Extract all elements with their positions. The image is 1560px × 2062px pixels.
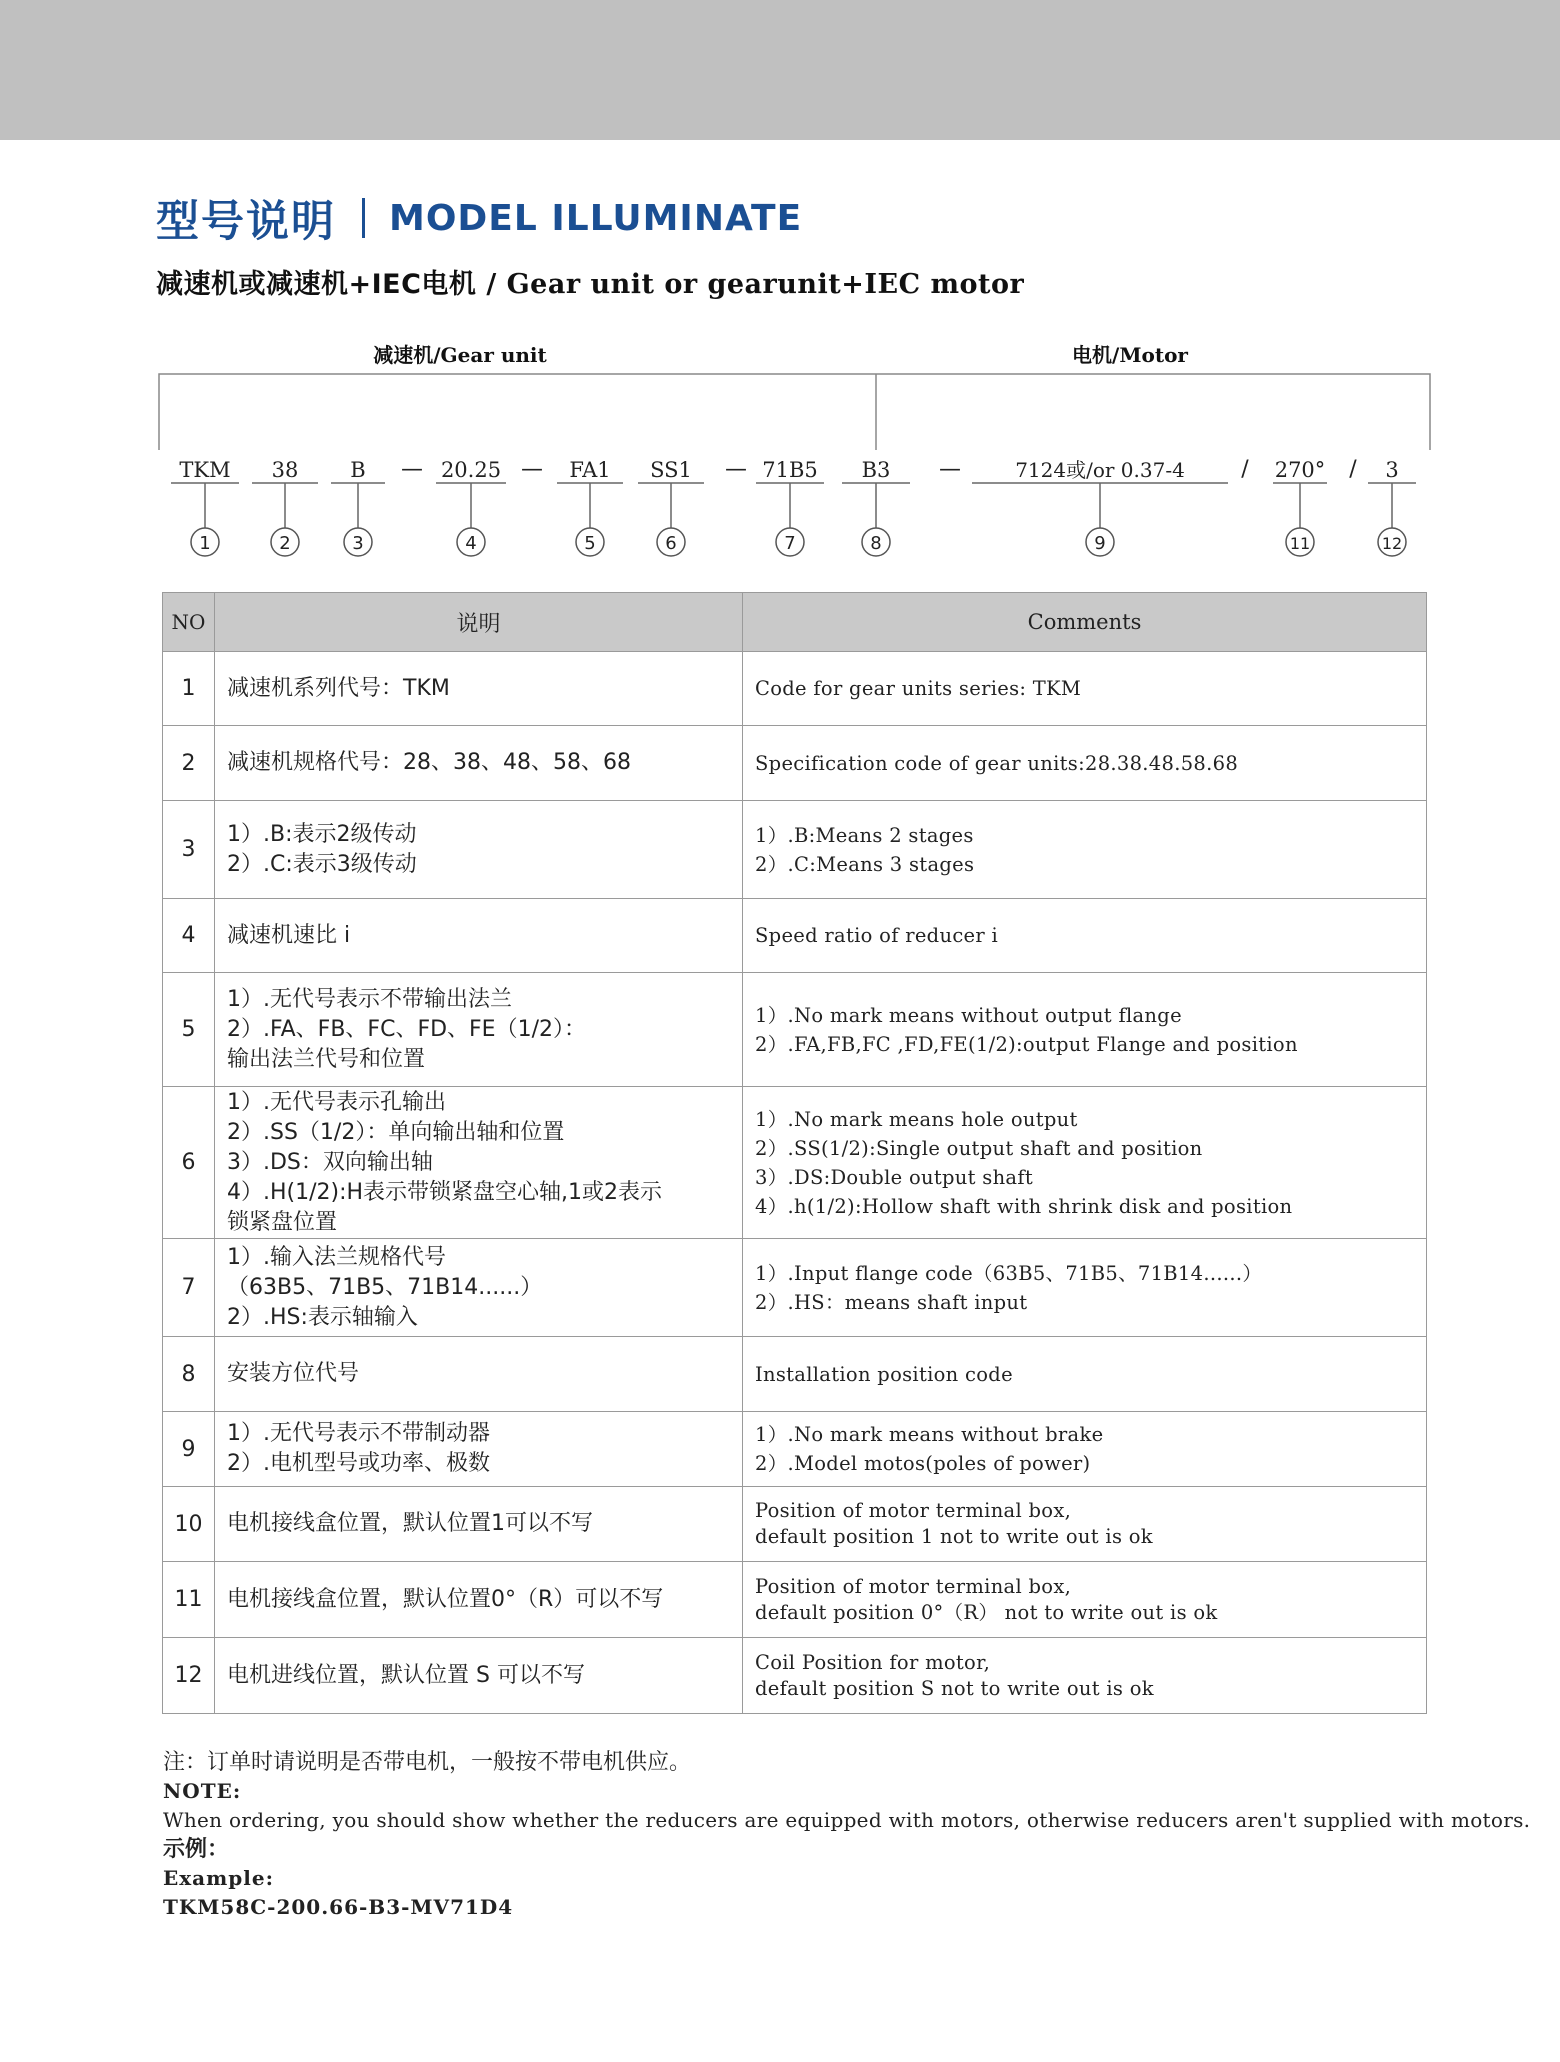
- table-row: [163, 973, 1427, 1087]
- codes-layer: [171, 458, 1416, 556]
- description-line: 减速机系列代号：TKM: [227, 675, 450, 701]
- description-line: 输出法兰代号和位置: [227, 1046, 426, 1072]
- row-number: 12: [163, 1638, 215, 1714]
- comment-en-cell: [743, 1487, 1427, 1562]
- table-row: [163, 1239, 1427, 1337]
- description-cn-cell: [215, 1087, 743, 1239]
- table-row: [163, 1087, 1427, 1239]
- row-number: 3: [163, 801, 215, 899]
- subtitle-separator: /: [476, 269, 507, 300]
- comment-en-cell: [743, 1562, 1427, 1638]
- description-line: 减速机规格代号：28、38、48、58、68: [227, 750, 631, 775]
- spec-table: [162, 592, 1427, 1714]
- description-line: 1）.无代号表示不带输出法兰: [227, 986, 512, 1012]
- page-subtitle: [156, 262, 1024, 301]
- description-line: 1）.输入法兰规格代号: [227, 1244, 446, 1270]
- code-segment: [171, 458, 239, 556]
- callout-number: 3: [352, 533, 364, 554]
- code-segment: [972, 458, 1228, 556]
- page-title-cn: 型号说明: [156, 196, 336, 247]
- description-line: 安装方位代号: [227, 1361, 360, 1386]
- description-line: 电机接线盒位置，默认位置1可以不写: [227, 1511, 593, 1536]
- note-cn: 注：订单时请说明是否带电机，一般按不带电机供应。: [163, 1750, 692, 1775]
- comment-line: 2）.FA,FB,FC ,FD,FE(1/2):output Flange and position: [755, 1032, 1298, 1056]
- row-number: 11: [163, 1562, 215, 1638]
- code-text: 7124或/or 0.37-4: [1015, 458, 1185, 482]
- motor-label: 电机/Motor: [1072, 343, 1188, 367]
- comment-en-cell: [743, 1412, 1427, 1487]
- comment-en-cell: [743, 1337, 1427, 1412]
- table-row: [163, 899, 1427, 973]
- code-separator: —: [401, 457, 423, 482]
- table-row: [163, 652, 1427, 726]
- notes-section: [163, 1748, 1530, 1922]
- description-line: 锁紧盘位置: [227, 1209, 338, 1235]
- comment-line: 2）.HS：means shaft input: [755, 1290, 1028, 1314]
- comment-line: 1）.No mark means without brake: [755, 1423, 1104, 1446]
- top-gray-banner: [0, 0, 1560, 140]
- code-separator: /: [1241, 457, 1249, 482]
- comment-line: 2）.SS(1/2):Single output shaft and position: [755, 1136, 1203, 1160]
- comment-line: Code for gear units series: TKM: [755, 677, 1082, 700]
- comment-line: 2）.Model motos(poles of power): [755, 1452, 1091, 1475]
- table-row: [163, 801, 1427, 899]
- callout-number: 2: [279, 533, 291, 554]
- table-row: [163, 1638, 1427, 1714]
- comment-en-cell: [743, 899, 1427, 973]
- description-cn-cell: [215, 1239, 743, 1337]
- row-number: 7: [163, 1239, 215, 1337]
- comment-line: default position S not to write out is ok: [755, 1676, 1154, 1700]
- description-cn-cell: [215, 1638, 743, 1714]
- comment-line: 3）.DS:Double output shaft: [755, 1165, 1034, 1189]
- page-title: [156, 188, 802, 248]
- code-segment: [1368, 458, 1416, 556]
- description-line: 2）.SS（1/2）：单向输出轴和位置: [227, 1119, 565, 1145]
- comment-line: Position of motor terminal box,: [755, 1499, 1072, 1522]
- description-line: （63B5、71B5、71B14......）: [227, 1274, 543, 1300]
- description-line: 4）.H(1/2):H表示带锁紧盘空心轴,1或2表示: [227, 1179, 663, 1205]
- description-line: 1）.B:表示2级传动: [227, 821, 417, 847]
- table-row: [163, 1412, 1427, 1487]
- code-text: TKM: [179, 458, 231, 482]
- description-cn-cell: [215, 652, 743, 726]
- code-text: SS1: [650, 458, 692, 482]
- description-line: 电机接线盒位置，默认位置0°（R）可以不写: [227, 1586, 664, 1612]
- table-row: [163, 1487, 1427, 1562]
- row-number: 8: [163, 1337, 215, 1412]
- comment-line: 1）.Input flange code（63B5、71B5、71B14......）: [755, 1261, 1263, 1285]
- comment-line: 1）.B:Means 2 stages: [755, 823, 974, 847]
- comment-en-cell: [743, 801, 1427, 899]
- row-number: 9: [163, 1412, 215, 1487]
- code-segment: [842, 458, 910, 556]
- comment-en-cell: [743, 1638, 1427, 1714]
- comment-line: Speed ratio of reducer i: [755, 924, 999, 947]
- row-number: 2: [163, 726, 215, 801]
- code-text: 20.25: [440, 458, 502, 482]
- description-cn-cell: [215, 973, 743, 1087]
- row-number: 4: [163, 899, 215, 973]
- code-separator: /: [1349, 457, 1357, 482]
- code-segment: [436, 458, 506, 556]
- callout-number: 7: [784, 533, 796, 554]
- callout-number: 4: [465, 533, 477, 554]
- row-number: 5: [163, 973, 215, 1087]
- header-no: NO: [163, 593, 215, 652]
- description-line: 2）.C:表示3级传动: [227, 851, 417, 877]
- description-cn-cell: [215, 1337, 743, 1412]
- description-line: 3）.DS：双向输出轴: [227, 1149, 433, 1175]
- comment-line: 4）.h(1/2):Hollow shaft with shrink disk and position: [755, 1194, 1293, 1218]
- subtitle-cn: 减速机或减速机+IEC电机: [156, 269, 477, 300]
- code-separator: —: [939, 457, 961, 482]
- code-text: 3: [1385, 458, 1399, 482]
- code-segment: [638, 458, 704, 556]
- code-text: 270°: [1274, 458, 1326, 482]
- comment-line: Installation position code: [755, 1362, 1013, 1386]
- callout-number: 1: [199, 533, 211, 554]
- code-text: B3: [861, 458, 891, 482]
- comment-line: 1）.No mark means hole output: [755, 1107, 1078, 1131]
- row-number: 10: [163, 1487, 215, 1562]
- table-row: [163, 1562, 1427, 1638]
- code-segment: [1273, 458, 1327, 556]
- callout-number: 5: [584, 533, 596, 554]
- table-body: [163, 652, 1427, 1714]
- description-line: 1）.无代号表示孔输出: [227, 1089, 446, 1115]
- outer-bracket: [159, 374, 1430, 450]
- header-description-cn: 说明: [215, 593, 743, 652]
- description-line: 1）.无代号表示不带制动器: [227, 1421, 490, 1446]
- comment-line: default position 1 not to write out is ok: [755, 1525, 1153, 1548]
- description-cn-cell: [215, 1487, 743, 1562]
- callout-number: 11: [1289, 534, 1311, 553]
- gear-unit-label: 减速机/Gear unit: [373, 343, 547, 367]
- comment-en-cell: [743, 1087, 1427, 1239]
- code-separator: —: [521, 457, 543, 482]
- code-segment: [756, 458, 824, 556]
- comment-line: Coil Position for motor,: [755, 1650, 991, 1674]
- code-text: B: [350, 458, 366, 482]
- callout-number: 12: [1381, 534, 1403, 553]
- model-code-diagram: [0, 330, 1560, 570]
- example-en-label: Example:: [163, 1866, 274, 1890]
- header-comments: Comments: [743, 593, 1427, 652]
- row-number: 1: [163, 652, 215, 726]
- callout-number: 6: [665, 533, 677, 554]
- code-text: 38: [271, 458, 299, 482]
- example-cn-label: 示例：: [163, 1837, 230, 1862]
- code-segment: [252, 458, 318, 556]
- comment-en-cell: [743, 652, 1427, 726]
- comment-line: 2）.C:Means 3 stages: [755, 852, 975, 876]
- table-header-row: [163, 593, 1427, 652]
- description-line: 2）.HS:表示轴输入: [227, 1304, 418, 1330]
- code-segment: [331, 458, 385, 556]
- description-line: 2）.电机型号或功率、极数: [227, 1451, 490, 1476]
- row-number: 6: [163, 1087, 215, 1239]
- title-divider: [362, 198, 365, 238]
- note-en-label: NOTE:: [163, 1779, 242, 1803]
- comment-en-cell: [743, 1239, 1427, 1337]
- description-line: 电机进线位置，默认位置 S 可以不写: [227, 1662, 585, 1688]
- table-row: [163, 1337, 1427, 1412]
- table-row: [163, 726, 1427, 801]
- code-text: FA1: [569, 458, 611, 482]
- callout-number: 8: [870, 533, 882, 554]
- description-line: 减速机速比 i: [227, 922, 351, 948]
- note-en: When ordering, you should show whether the reducers are equipped with motors, otherwise reducers aren't supplied with motors.: [163, 1808, 1531, 1832]
- code-segment: [557, 458, 623, 556]
- code-separator: —: [725, 457, 747, 482]
- code-text: 71B5: [762, 458, 818, 482]
- comment-line: 1）.No mark means without output flange: [755, 1003, 1182, 1027]
- subtitle-en: Gear unit or gearunit+IEC motor: [506, 269, 1025, 300]
- bracket-lines: [159, 374, 1430, 450]
- description-cn-cell: [215, 899, 743, 973]
- page-title-en: MODEL ILLUMINATE: [389, 197, 803, 239]
- example-code: TKM58C-200.66-B3-MV71D4: [163, 1895, 514, 1919]
- description-cn-cell: [215, 1412, 743, 1487]
- comment-en-cell: [743, 973, 1427, 1087]
- comment-line: Specification code of gear units:28.38.48.58.68: [755, 751, 1239, 775]
- callout-number: 9: [1094, 533, 1106, 554]
- comment-line: default position 0°（R） not to write out is ok: [755, 1600, 1218, 1624]
- description-cn-cell: [215, 1562, 743, 1638]
- comment-en-cell: [743, 726, 1427, 801]
- description-cn-cell: [215, 801, 743, 899]
- description-line: 2）.FA、FB、FC、FD、FE（1/2）：: [227, 1016, 586, 1042]
- description-cn-cell: [215, 726, 743, 801]
- comment-line: Position of motor terminal box,: [755, 1574, 1072, 1598]
